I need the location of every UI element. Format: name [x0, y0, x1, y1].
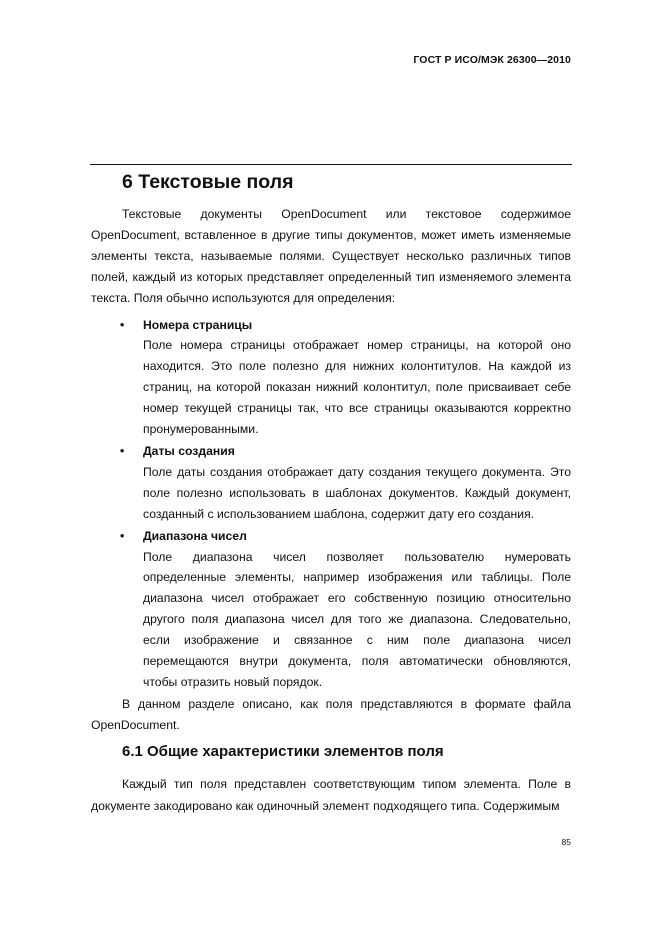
list-item-title: Номера страницы [143, 317, 253, 332]
list-item-body: Поле даты создания отображает дату создания текущего документа. Это поле полезно использовать в шаблонах документов. Каждый документ, созданный с использованием шаблона, содержит дату его создания. [143, 464, 571, 521]
list-item-body: Поле диапазона чисел позволяет пользователю нумеровать определенные элементы, например изображения или таблицы. Поле диапазона чисел отображает его собственную позицию относительно другого поля диапазона чисел для того же диапазона. Следовательно, если изображение и связанное с ним поле диапазона чисел перемещаются внутри документа, поля автоматически обновляются, чтобы отразить новый порядок. [143, 549, 571, 689]
list-item-title: Даты создания [143, 443, 235, 458]
page-number: 85 [561, 837, 571, 847]
list-item [91, 441, 571, 525]
list-item [91, 526, 571, 693]
bullet-marker: • [120, 443, 125, 458]
intro-paragraph: Текстовые документы OpenDocument или текстовое содержимое OpenDocument, вставленное в другие типы документов, может иметь изменяемые элементы текста, называемые полями. Существует несколько различных типов полей, каждый из которых представляет определенный тип изменяемого элемента текста. Поля обычно используются для определения: [91, 207, 571, 305]
section-title: 6 Текстовые поля [122, 171, 294, 193]
bullet-marker: • [120, 317, 125, 332]
document-standard-header: ГОСТ Р ИСО/МЭК 26300—2010 [413, 54, 571, 66]
list-item-body: Поле номера страницы отображает номер страницы, на которой оно находится. Это поле полезно для нижних колонтитулов. На каждой из страниц, на которой показан нижний колонтитул, поле присваивает себе номер текущей страницы так, что все страницы оказываются корректно пронумерованными. [143, 338, 571, 437]
closing-paragraph: В данном разделе описано, как поля представляются в формате файла OpenDocument. [91, 696, 571, 732]
bullet-marker: • [120, 528, 125, 543]
section-divider [90, 164, 572, 165]
subsection-body [91, 774, 571, 817]
subsection-paragraph: Каждый тип поля представлен соответствующим типом элемента. Поле в документе закодировано как одиночный элемент подходящего типа. Содержимым [91, 777, 571, 813]
field-types-list [91, 315, 571, 693]
subsection-title: 6.1 Общие характеристики элементов поля [122, 743, 444, 760]
list-item-title: Диапазона чисел [143, 528, 247, 543]
list-item [91, 315, 571, 440]
section-body [91, 204, 571, 736]
